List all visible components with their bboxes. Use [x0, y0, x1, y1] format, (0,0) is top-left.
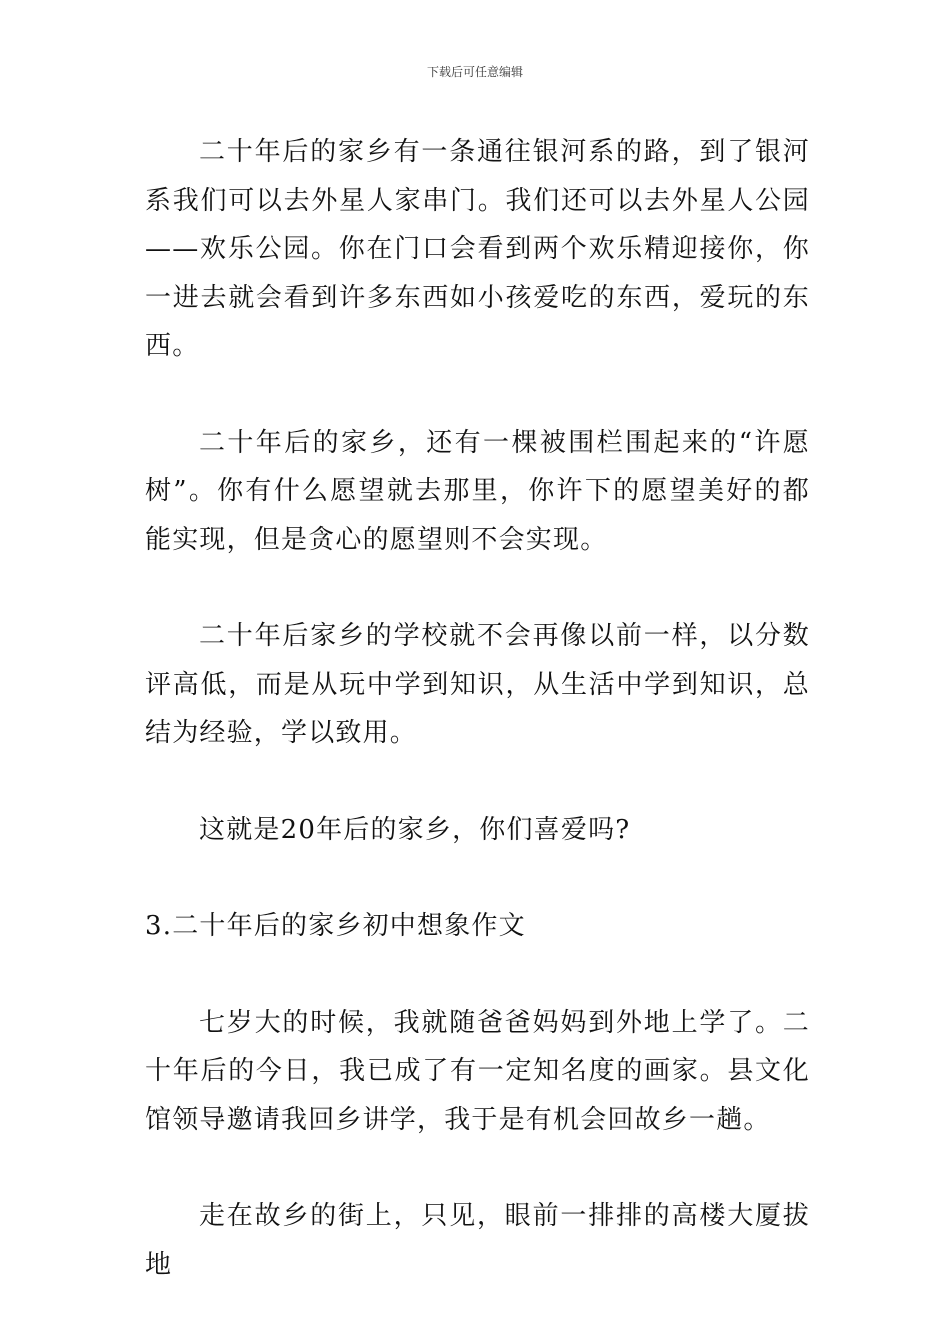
paragraph-spacer: [145, 564, 810, 612]
paragraph-hometown-street: 走在故乡的街上，只见，眼前一排排的高楼大厦拔地: [145, 1201, 810, 1280]
paragraph-spacer: [145, 1144, 810, 1192]
paragraph-spacer: [145, 371, 810, 419]
paragraph-closing-question: 这就是20年后的家乡，你们喜爱吗?: [199, 814, 631, 845]
paragraph-galaxy-road: 二十年后的家乡有一条通往银河系的路，到了银河系我们可以去外星人家串门。我们还可以去外星人公园——欢乐公园。你在门口会看到两个欢乐精迎接你，你一进去就会看到许多东西如小孩爱吃的东西，爱玩的东西。: [145, 137, 810, 361]
paragraph-school: 二十年后家乡的学校就不会再像以前一样，以分数评高低，而是从玩中学到知识，从生活中学到知识，总结为经验，学以致用。: [145, 621, 810, 748]
section-heading: 3.二十年后的家乡初中想象作文: [145, 911, 526, 941]
page-header: 下载后可任意编辑: [426, 65, 523, 79]
paragraph-spacer: [145, 854, 810, 902]
paragraph-spacer: [145, 951, 810, 999]
paragraph-wishing-tree: 二十年后的家乡，还有一棵被围栏围起来的“许愿树”。你有什么愿望就去那里，你许下的愿望美好的都能实现，但是贪心的愿望则不会实现。: [145, 427, 810, 555]
paragraph-spacer: [145, 758, 810, 806]
document-body: [145, 128, 810, 1289]
paragraph-seven-years-old: 七岁大的时候，我就随爸爸妈妈到外地上学了。二十年后的今日，我已成了有一定知名度的画家。县文化馆领导邀请我回乡讲学，我于是有机会回故乡一趟。: [145, 1007, 810, 1135]
